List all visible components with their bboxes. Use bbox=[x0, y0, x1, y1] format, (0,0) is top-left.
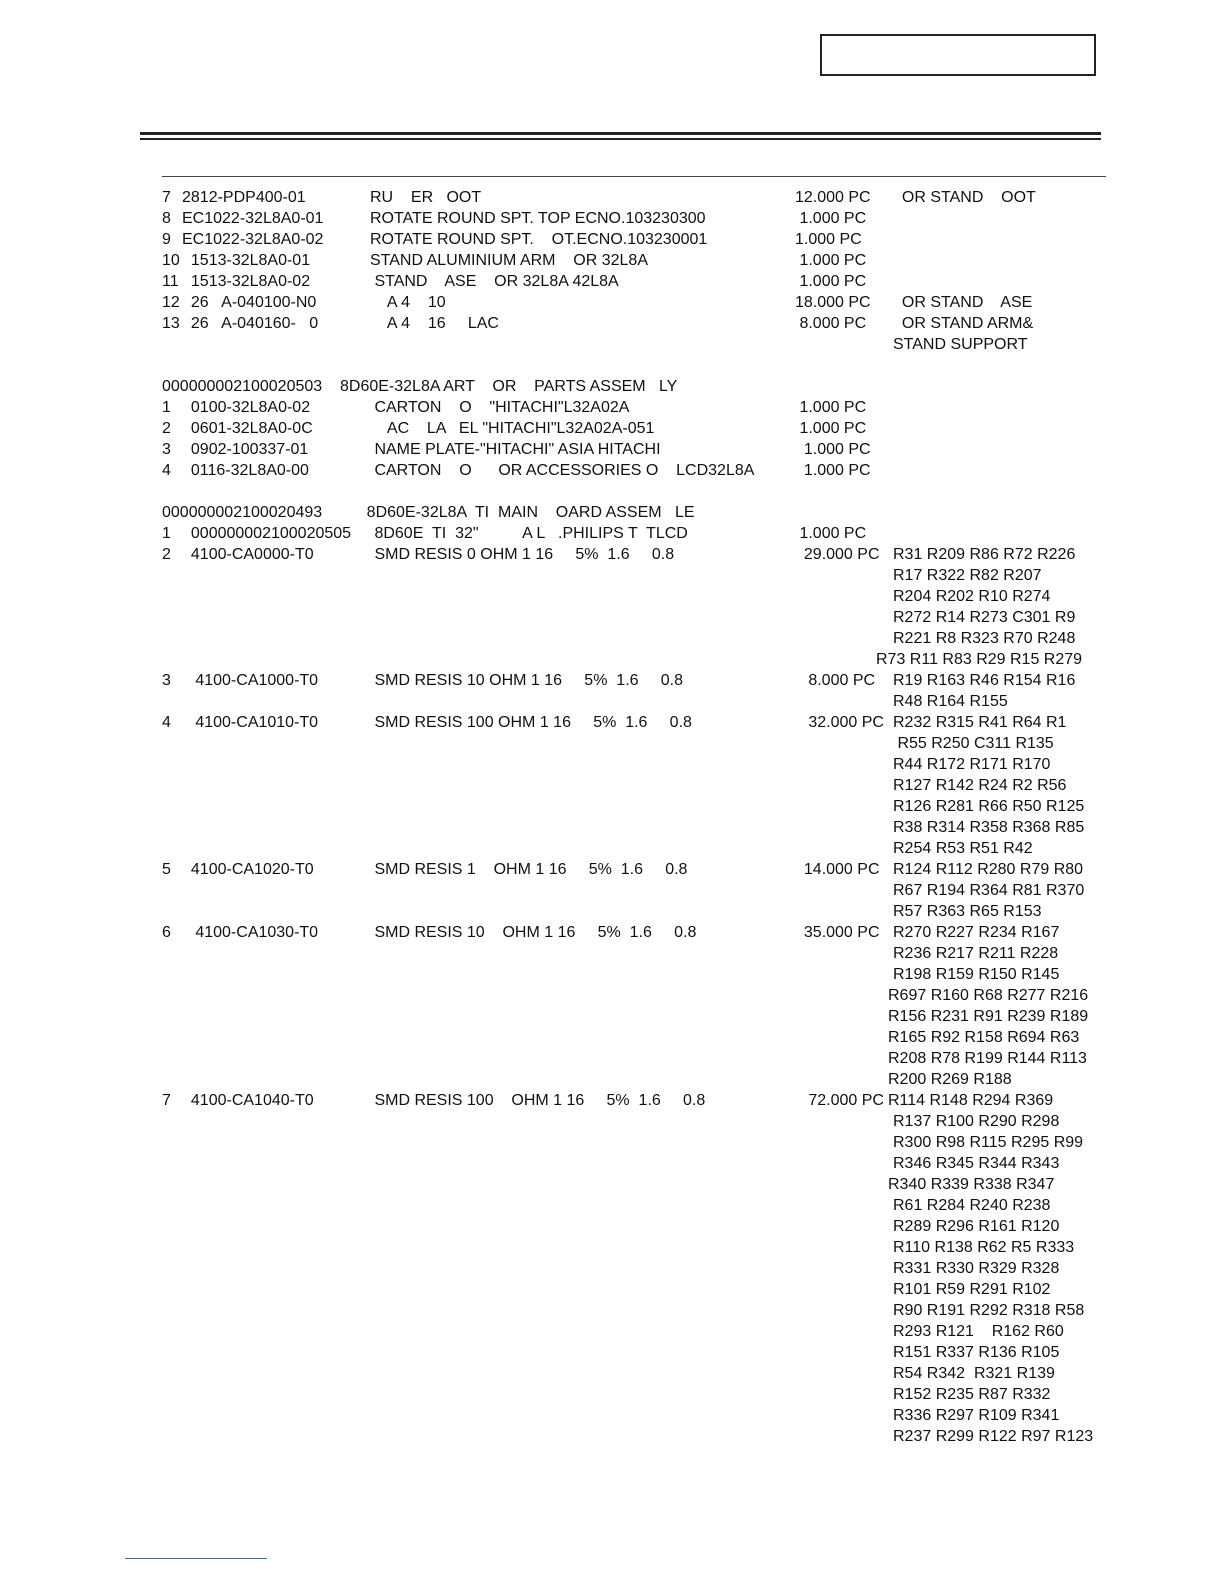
part-row bbox=[0, 187, 1224, 208]
location-designators: R124 R112 R280 R79 R80 bbox=[893, 861, 1084, 878]
quantity: 35.000 PC bbox=[795, 924, 880, 941]
quantity: 1.000 PC bbox=[795, 462, 871, 479]
part-description: AC LA EL "HITACHI"L32A02A-051 bbox=[370, 420, 655, 437]
designator-continuation-row bbox=[0, 838, 1224, 859]
part-row bbox=[0, 397, 1224, 418]
part-code: 4100-CA0000-T0 bbox=[182, 546, 314, 563]
designator-continuation-row bbox=[0, 586, 1224, 607]
location-designators: R270 R227 R234 R167 bbox=[893, 924, 1060, 941]
location-designators: R151 R337 R136 R105 bbox=[893, 1344, 1060, 1361]
location-designators: R73 R11 R83 R29 R15 R279 bbox=[876, 651, 1083, 668]
part-code: 4100-CA1030-T0 bbox=[182, 924, 319, 941]
part-code: 0100-32L8A0-02 bbox=[182, 399, 311, 416]
location-designators: R54 R342 R321 R139 bbox=[893, 1365, 1055, 1382]
part-description: ROTATE ROUND SPT. TOP ECNO.103230300 bbox=[370, 210, 706, 227]
designator-continuation-row bbox=[0, 817, 1224, 838]
parts-list bbox=[0, 187, 1224, 1447]
part-description: SMD RESIS 10 OHM 1 16 5% 1.6 0.8 bbox=[370, 924, 697, 941]
location-designators: R156 R231 R91 R239 R189 bbox=[888, 1008, 1089, 1025]
item-number: 10 bbox=[162, 252, 180, 269]
part-code: 1513-32L8A0-01 bbox=[182, 252, 311, 269]
item-number: 9 bbox=[162, 231, 171, 248]
designator-continuation-row bbox=[0, 754, 1224, 775]
location-designators: R126 R281 R66 R50 R125 bbox=[893, 798, 1085, 815]
designator-continuation-row bbox=[0, 1237, 1224, 1258]
part-description: ROTATE ROUND SPT. OT.ECNO.103230001 bbox=[370, 231, 708, 248]
part-code: 2812-PDP400-01 bbox=[182, 189, 306, 206]
designator-continuation-row bbox=[0, 1279, 1224, 1300]
designator-continuation-row bbox=[0, 1321, 1224, 1342]
assembly-title: 8D60E-32L8A ART OR PARTS ASSEM LY bbox=[340, 378, 678, 395]
location-designators: R272 R14 R273 C301 R9 bbox=[893, 609, 1076, 626]
designator-continuation-row bbox=[0, 628, 1224, 649]
assembly-id: 000000002100020503 bbox=[162, 378, 323, 395]
quantity: 1.000 PC bbox=[795, 252, 867, 269]
designator-continuation-row bbox=[0, 1132, 1224, 1153]
part-code: 26 A-040100-N0 bbox=[182, 294, 317, 311]
part-code: 0902-100337-01 bbox=[182, 441, 309, 458]
location-designators: R57 R363 R65 R153 bbox=[893, 903, 1042, 920]
designator-continuation-row bbox=[0, 607, 1224, 628]
location-designators: R336 R297 R109 R341 bbox=[893, 1407, 1060, 1424]
quantity: 1.000 PC bbox=[795, 420, 867, 437]
part-row bbox=[0, 439, 1224, 460]
location-designators: R300 R98 R115 R295 R99 bbox=[893, 1134, 1084, 1151]
quantity: 14.000 PC bbox=[795, 861, 880, 878]
part-description: STAND ASE OR 32L8A 42L8A bbox=[370, 273, 619, 290]
item-number: 1 bbox=[162, 525, 171, 542]
location-designators: R697 R160 R68 R277 R216 bbox=[888, 987, 1089, 1004]
location-designators: R254 R53 R51 R42 bbox=[893, 840, 1033, 857]
part-description: STAND ALUMINIUM ARM OR 32L8A bbox=[370, 252, 648, 269]
quantity: 29.000 PC bbox=[795, 546, 880, 563]
location-designators: R19 R163 R46 R154 R16 bbox=[893, 672, 1076, 689]
location-designators: R152 R235 R87 R332 bbox=[893, 1386, 1051, 1403]
designator-continuation-row bbox=[0, 775, 1224, 796]
location-designators: R90 R191 R292 R318 R58 bbox=[893, 1302, 1085, 1319]
part-row bbox=[0, 250, 1224, 271]
location-designators: R137 R100 R290 R298 bbox=[893, 1113, 1060, 1130]
part-row bbox=[0, 712, 1224, 733]
designator-continuation-row bbox=[0, 1069, 1224, 1090]
item-number: 6 bbox=[162, 924, 171, 941]
part-code: 4100-CA1010-T0 bbox=[182, 714, 319, 731]
designator-continuation-row bbox=[0, 943, 1224, 964]
quantity: 1.000 PC bbox=[795, 273, 867, 290]
designator-continuation-row bbox=[0, 1111, 1224, 1132]
part-code: EC1022-32L8A0-02 bbox=[182, 231, 324, 248]
location-designators: R31 R209 R86 R72 R226 bbox=[893, 546, 1076, 563]
part-description: SMD RESIS 0 OHM 1 16 5% 1.6 0.8 bbox=[370, 546, 675, 563]
designator-continuation-row bbox=[0, 1048, 1224, 1069]
part-row bbox=[0, 292, 1224, 313]
quantity: 32.000 PC bbox=[795, 714, 884, 731]
quantity: 8.000 PC bbox=[795, 315, 867, 332]
location-designators: R110 R138 R62 R5 R333 bbox=[893, 1239, 1075, 1256]
location-designators: R165 R92 R158 R694 R63 bbox=[888, 1029, 1080, 1046]
location-designators: R17 R322 R82 R207 bbox=[893, 567, 1042, 584]
location-designators: R114 R148 R294 R369 bbox=[888, 1092, 1054, 1109]
part-description: SMD RESIS 10 OHM 1 16 5% 1.6 0.8 bbox=[370, 672, 684, 689]
part-description: A 4 10 bbox=[370, 294, 446, 311]
quantity: 1.000 PC bbox=[795, 399, 867, 416]
part-description: A 4 16 LAC bbox=[370, 315, 499, 332]
location-designators: R61 R284 R240 R238 bbox=[893, 1197, 1051, 1214]
section-header-row bbox=[0, 502, 1224, 523]
location-designators: R289 R296 R161 R120 bbox=[893, 1218, 1060, 1235]
designator-continuation-row bbox=[0, 649, 1224, 670]
designator-continuation-row bbox=[0, 1342, 1224, 1363]
part-code: 4100-CA1020-T0 bbox=[182, 861, 314, 878]
location-designators: STAND SUPPORT bbox=[893, 336, 1028, 353]
assembly-title: 8D60E-32L8A TI MAIN OARD ASSEM LE bbox=[340, 504, 695, 521]
designator-continuation-row bbox=[0, 1174, 1224, 1195]
designator-continuation-row bbox=[0, 733, 1224, 754]
designator-continuation-row bbox=[0, 1216, 1224, 1237]
part-description: CARTON O "HITACHI"L32A02A bbox=[370, 399, 630, 416]
quantity: 8.000 PC bbox=[795, 672, 876, 689]
location-designators: R293 R121 R162 R60 bbox=[893, 1323, 1064, 1340]
quantity: 12.000 PC bbox=[795, 189, 871, 206]
location-designators: R237 R299 R122 R97 R123 bbox=[893, 1428, 1094, 1445]
part-code: 4100-CA1040-T0 bbox=[182, 1092, 314, 1109]
part-row bbox=[0, 460, 1224, 481]
designator-continuation-row bbox=[0, 1300, 1224, 1321]
quantity: 18.000 PC bbox=[795, 294, 871, 311]
designator-continuation-row bbox=[0, 1258, 1224, 1279]
part-code: 0601-32L8A0-0C bbox=[182, 420, 313, 437]
item-number: 2 bbox=[162, 546, 171, 563]
part-description: RU ER OOT bbox=[370, 189, 482, 206]
location-designators: OR STAND OOT bbox=[893, 189, 1036, 206]
quantity: 1.000 PC bbox=[795, 231, 862, 248]
item-number: 5 bbox=[162, 861, 171, 878]
location-designators: R127 R142 R24 R2 R56 bbox=[893, 777, 1067, 794]
location-designators: R208 R78 R199 R144 R113 bbox=[888, 1050, 1087, 1067]
part-description: SMD RESIS 100 OHM 1 16 5% 1.6 0.8 bbox=[370, 714, 692, 731]
designator-continuation-row bbox=[0, 1006, 1224, 1027]
item-number: 7 bbox=[162, 1092, 171, 1109]
part-code: 1513-32L8A0-02 bbox=[182, 273, 311, 290]
location-designators: R232 R315 R41 R64 R1 bbox=[893, 714, 1067, 731]
item-number: 4 bbox=[162, 462, 171, 479]
item-number: 13 bbox=[162, 315, 180, 332]
location-designators: R67 R194 R364 R81 R370 bbox=[893, 882, 1085, 899]
table-top-rule bbox=[162, 176, 1106, 177]
part-row bbox=[0, 313, 1224, 334]
designator-continuation-row bbox=[0, 964, 1224, 985]
item-number: 2 bbox=[162, 420, 171, 437]
item-number: 4 bbox=[162, 714, 171, 731]
part-row bbox=[0, 544, 1224, 565]
part-description: 8D60E TI 32" A L .PHILIPS T TLCD bbox=[370, 525, 688, 542]
part-row bbox=[0, 523, 1224, 544]
designator-continuation-row bbox=[0, 880, 1224, 901]
part-row bbox=[0, 670, 1224, 691]
item-number: 7 bbox=[162, 189, 171, 206]
designator-continuation-row bbox=[0, 1405, 1224, 1426]
section-header-row bbox=[0, 376, 1224, 397]
location-designators: R44 R172 R171 R170 bbox=[893, 756, 1051, 773]
designator-continuation-row bbox=[0, 1363, 1224, 1384]
part-row bbox=[0, 229, 1224, 250]
part-code: 0116-32L8A0-00 bbox=[182, 462, 309, 479]
part-description: SMD RESIS 1 OHM 1 16 5% 1.6 0.8 bbox=[370, 861, 688, 878]
part-code: EC1022-32L8A0-01 bbox=[182, 210, 324, 227]
location-designators: OR STAND ARM& bbox=[893, 315, 1034, 332]
part-row bbox=[0, 271, 1224, 292]
quantity: 1.000 PC bbox=[795, 210, 867, 227]
location-designators: R221 R8 R323 R70 R248 bbox=[893, 630, 1076, 647]
designator-continuation-row bbox=[0, 565, 1224, 586]
location-designators: R346 R345 R344 R343 bbox=[893, 1155, 1060, 1172]
designator-continuation-row bbox=[0, 691, 1224, 712]
footer-underline bbox=[125, 1558, 267, 1559]
item-number: 12 bbox=[162, 294, 180, 311]
part-row bbox=[0, 418, 1224, 439]
item-number: 3 bbox=[162, 441, 171, 458]
designator-continuation-row bbox=[0, 1027, 1224, 1048]
designator-continuation-row bbox=[0, 985, 1224, 1006]
assembly-id: 000000002100020493 bbox=[162, 504, 323, 521]
designator-continuation-row bbox=[0, 334, 1224, 355]
spacer-row bbox=[0, 355, 1224, 376]
designator-continuation-row bbox=[0, 1153, 1224, 1174]
header-rule-bottom bbox=[140, 138, 1101, 140]
header-rule-top bbox=[140, 132, 1101, 135]
part-description: NAME PLATE-"HITACHI" ASIA HITACHI bbox=[370, 441, 661, 458]
part-row bbox=[0, 208, 1224, 229]
location-designators: R55 R250 C311 R135 bbox=[893, 735, 1054, 752]
location-designators: R204 R202 R10 R274 bbox=[893, 588, 1051, 605]
location-designators: R101 R59 R291 R102 bbox=[893, 1281, 1051, 1298]
part-description: SMD RESIS 100 OHM 1 16 5% 1.6 0.8 bbox=[370, 1092, 706, 1109]
item-number: 11 bbox=[162, 273, 179, 290]
designator-continuation-row bbox=[0, 901, 1224, 922]
location-designators: R236 R217 R211 R228 bbox=[893, 945, 1059, 962]
location-designators: OR STAND ASE bbox=[893, 294, 1033, 311]
part-code: 4100-CA1000-T0 bbox=[182, 672, 319, 689]
item-number: 8 bbox=[162, 210, 171, 227]
location-designators: R48 R164 R155 bbox=[893, 693, 1008, 710]
location-designators: R38 R314 R358 R368 R85 bbox=[893, 819, 1085, 836]
quantity: 72.000 PC bbox=[795, 1092, 884, 1109]
spacer-row bbox=[0, 481, 1224, 502]
location-designators: R331 R330 R329 R328 bbox=[893, 1260, 1060, 1277]
designator-continuation-row bbox=[0, 1426, 1224, 1447]
part-row bbox=[0, 922, 1224, 943]
quantity: 1.000 PC bbox=[795, 525, 867, 542]
designator-continuation-row bbox=[0, 1384, 1224, 1405]
designator-continuation-row bbox=[0, 796, 1224, 817]
part-description: CARTON O OR ACCESSORIES O LCD32L8A bbox=[370, 462, 755, 479]
part-code: 000000002100020505 bbox=[182, 525, 352, 542]
item-number: 3 bbox=[162, 672, 171, 689]
location-designators: R200 R269 R188 bbox=[888, 1071, 1012, 1088]
quantity: 1.000 PC bbox=[795, 441, 871, 458]
part-code: 26 A-040160- 0 bbox=[182, 315, 319, 332]
location-designators: R198 R159 R150 R145 bbox=[893, 966, 1060, 983]
location-designators: R340 R339 R338 R347 bbox=[888, 1176, 1055, 1193]
part-row bbox=[0, 1090, 1224, 1111]
header-box bbox=[820, 34, 1096, 76]
item-number: 1 bbox=[162, 399, 171, 416]
part-row bbox=[0, 859, 1224, 880]
designator-continuation-row bbox=[0, 1195, 1224, 1216]
